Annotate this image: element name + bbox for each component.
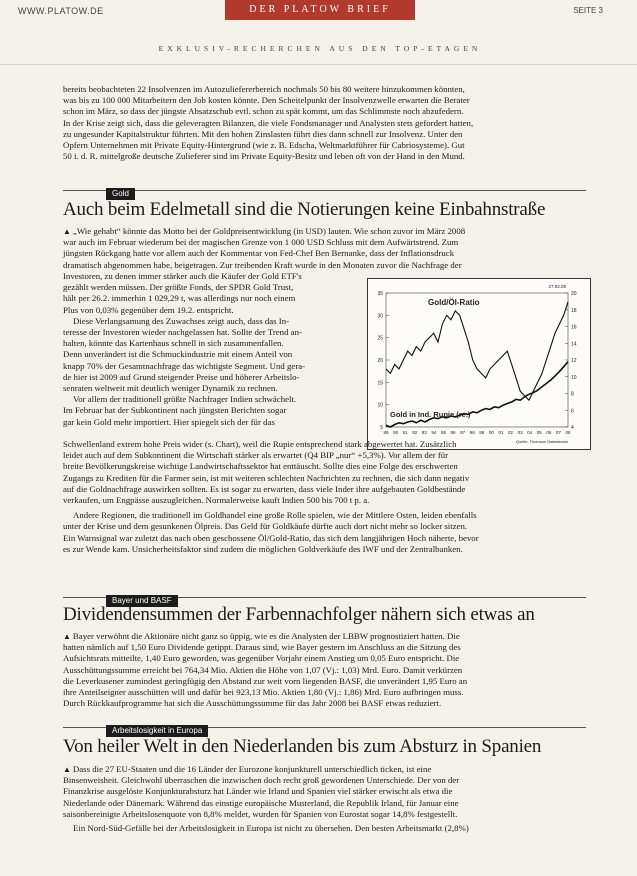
text-line: senraten weltweit mit deutlich weniger Dynamik zu rechnen. bbox=[63, 383, 278, 394]
chart-date-label: 27.02.09 bbox=[548, 284, 566, 289]
text-line: gar kein Gold mehr importiert. Hier spiegelt sich der für das bbox=[63, 416, 275, 427]
text-line: de hier ist 2009 auf Grund steigender Preise und höherer Arbeitslo- bbox=[63, 371, 300, 382]
text-line: zu ungesunder Kapitalstruktur führten. Mit den hohen Zinslasten führt dies dann schnell zur Insolvenz. Unter den bbox=[63, 128, 463, 139]
y-left-tick-label: 25 bbox=[377, 335, 383, 342]
x-tick-label: 89 bbox=[383, 430, 389, 435]
x-tick-label: 97 bbox=[460, 430, 466, 435]
x-tick-label: 05 bbox=[536, 430, 542, 435]
y-right-tick-label: 16 bbox=[571, 324, 577, 331]
text-line: saisonbereinigte Arbeitslosenquote von 8,8% meldet, wurden für Spanien von Eurostat sogar 14,8% festgestellt. bbox=[63, 808, 458, 819]
site-url: WWW.PLATOW.DE bbox=[18, 6, 104, 16]
text-line: hatten nämlich auf 1,50 Euro Dividende getippt. Daraus sind, wie Bayer gestern im Anschluss an die Sitzung des bbox=[63, 642, 461, 653]
text-line: Aufsichtsrats mitteilte, 1,40 Euro geworden, was gegenüber Vorjahr einem Anstieg um 0,05 Euro entspricht. Die bbox=[63, 653, 460, 664]
text-line: ihre Anteilseigner ausschütten will und dafür bei 923,13 Mio. Aktien 1,80 (Vj.: 1,86) Mrd. Euro aufbringen muss. bbox=[63, 687, 464, 698]
text-line: Opfern Unternehmen mit Private Equity-Hintergrund (wie z. B. Edscha, Weltmarktführer für Cabriosysteme). Gut bbox=[63, 140, 465, 151]
text-line: was bis zu 100 000 Mitarbeitern den Job kosten könnte. Den Scheitelpunkt der Insolvenzwelle erwarten die Berater bbox=[63, 95, 470, 106]
text-line: ▲ Dass die 27 EU-Staaten und die 16 Länder der Eurozone konjunkturell unterschiedlich ticken, ist eine bbox=[63, 764, 432, 774]
text-line: hält per 26.2. immerhin 1 029,29 t, was allerdings nur noch einem bbox=[63, 293, 296, 304]
text-line: auf die Goldnachfrage auswirken sollten. Es ist sogar zu erwarten, dass viele Inder ihre aufgebauten Goldbestände bbox=[63, 483, 466, 494]
series-line-gold-oil-ratio bbox=[386, 302, 568, 400]
gold-paragraph-narrow bbox=[63, 271, 363, 428]
tag-label: Bayer und BASF bbox=[106, 595, 178, 607]
y-left-tick-label: 10 bbox=[377, 402, 383, 409]
y-right-tick-label: 14 bbox=[571, 341, 577, 348]
y-right-tick-label: 18 bbox=[571, 307, 577, 314]
text-line: jüngsten Rückgang hatte vor allem auch der Kommentar von Fed-Chef Ben Bernanke, dass der Inflationsdruck bbox=[63, 248, 455, 259]
chart-svg bbox=[368, 279, 590, 449]
x-tick-label: 04 bbox=[527, 430, 533, 435]
text-line: dramatisch abgenommen habe, beigetragen. Zur treibenden Kraft wurde in den Monaten zuvor die Nachfrage der bbox=[63, 259, 462, 270]
triangle-bullet-icon: ▲ bbox=[63, 765, 73, 774]
text-line: Investoren, zu denen immer stärker auch die Käufer der Gold ETF's bbox=[63, 271, 302, 281]
text-line: Ein Warnsignal war zuletzt das nach oben geschossene Öl/Gold-Ratio, das sich dem langjährigen Hoch näherte, bevor bbox=[63, 532, 479, 543]
gold-headline: Auch beim Edelmetall sind die Notierungen keine Einbahnstraße bbox=[63, 199, 546, 220]
intro-paragraph bbox=[63, 84, 586, 162]
text-line: ▲ „Wie gehabt“ könnte das Motto bei der Goldpreisentwicklung (in USD) lauten. Wie schon zuvor im März 2008 bbox=[63, 226, 466, 236]
triangle-bullet-icon: ▲ bbox=[63, 227, 73, 236]
x-tick-label: 90 bbox=[393, 430, 399, 435]
text-line: bereits beobachteten 22 Insolvenzen im Autozuliefererbereich nochmals 50 bis 80 weitere hinzukommen könnten, bbox=[63, 84, 465, 94]
text-line: unter der Krise und dem gesunkenen Ölpreis. Das Geld für Goldkäufe dürfte auch dort nicht mehr so locker sitzen. bbox=[63, 521, 468, 532]
y-right-tick-label: 4 bbox=[571, 425, 574, 431]
text-line: Ausschüttungssumme erreicht bei 764,34 Mio. Aktien die Höhe von 1,07 (Vj.: 1,03) Mrd. Euro. Damit verkürzen bbox=[63, 664, 463, 675]
text-line: war auch im Februar wiederum bei der magischen Grenze von 1 000 USD Schluss mit dem Aufwärtstrend. Zum bbox=[63, 237, 459, 248]
newsletter-banner: DER PLATOW BRIEF bbox=[225, 0, 415, 20]
text-line: Andere Regionen, die traditionell im Goldhandel eine große Rolle spielen, wie der Mittlere Osten, leiden ebenfalls bbox=[73, 510, 477, 521]
x-tick-label: 98 bbox=[469, 430, 475, 435]
text-line: Plus von 0,03% gegenüber dem 19.2. entspricht. bbox=[63, 304, 234, 315]
text-line: Diese Verlangsamung des Zuwachses zeigt auch, dass das In- bbox=[73, 315, 290, 326]
section-rule bbox=[63, 190, 586, 191]
text-line: 50 i. d. R. mittelgroße deutsche Zulieferer sind im Private Equity-Besitz und leben oft von der Hand in den Mund. bbox=[63, 151, 465, 162]
text-line: verkaufen, um Engpässe auszugleichen. Normalerweise kauft Indien 500 bis 700 t p. a. bbox=[63, 495, 370, 506]
x-tick-label: 99 bbox=[479, 430, 485, 435]
text-line: Ein Nord-Süd-Gefälle bei der Arbeitslosigkeit in Europa ist nicht zu übersehen. Den besten Arbeitsmarkt (2,8%) bbox=[73, 823, 469, 834]
x-tick-label: 92 bbox=[412, 430, 418, 435]
y-left-tick-label: 20 bbox=[377, 358, 383, 364]
text-line: es zur Wende kam. Unsicherheitsfaktor sind zudem die möglichen Goldverkäufe des IWF und der Zentralbanken. bbox=[63, 543, 463, 554]
gold-paragraph-full bbox=[63, 226, 586, 271]
text-line: Denn unverändert ist die Schmuckindustrie mit einem Anteil von bbox=[63, 349, 293, 360]
text-line: Zugangs zu Krediten für die Farmer sein, ist mit weiteren schlechten Nachrichten zu rechnen, die sich dann negativ bbox=[63, 472, 470, 483]
x-tick-label: 93 bbox=[421, 430, 427, 435]
text-line: In der Krise zeigt sich, dass die geleveragten Bilanzen, die viele Fondsmanager und Analysten stets gefordert hatten, bbox=[63, 117, 474, 128]
text-line: Niederlande oder Dänemark. Während das einstige europäische Musterland, die Republik Irland, für Januar eine bbox=[63, 797, 459, 808]
x-tick-label: 96 bbox=[450, 430, 456, 435]
y-left-tick-label: 35 bbox=[377, 291, 383, 297]
text-line: halten, könnte das Kartenhaus schnell in sich zusammenfallen. bbox=[63, 338, 284, 349]
y-right-tick-label: 12 bbox=[571, 358, 577, 364]
x-tick-label: 08 bbox=[565, 430, 571, 435]
x-tick-label: 94 bbox=[431, 430, 437, 435]
text-line: Finanzkrise ausgelöste Konjunkturabsturz hat Länder wie Irland und Spanien viel stärker erwischt als etwa die bbox=[63, 786, 453, 797]
bayer-paragraph bbox=[63, 631, 586, 709]
text-line: gezählt werden müssen. Der größte Fonds, der SPDR Gold Trust, bbox=[63, 282, 294, 293]
gold-paragraph-after bbox=[63, 439, 586, 555]
text-line: Schwellenland extrem hohe Preis wider (s. Chart), weil die Rupie entsprechend stark abgewertet hat. Zusätzlich bbox=[63, 439, 457, 449]
text-line: ▲ Bayer verwöhnt die Aktionäre nicht ganz so üppig, wie es die Analysten der LBBW prognostiziert hatten. Die bbox=[63, 631, 460, 641]
y-right-tick-label: 8 bbox=[571, 391, 574, 398]
tag-label: Gold bbox=[106, 188, 135, 200]
text-line: Im Februar hat der Subkontinent nach jüngsten Berichten sogar bbox=[63, 405, 287, 416]
x-tick-label: 91 bbox=[402, 430, 408, 435]
x-tick-label: 06 bbox=[546, 430, 552, 435]
y-right-tick-label: 20 bbox=[571, 291, 577, 297]
x-tick-label: 07 bbox=[555, 430, 561, 435]
text-line: Durch Rückkaufprogramme hat sich die Ausschüttungssumme für das Jahr 2008 bei BASF etwas reduziert. bbox=[63, 698, 442, 709]
gold-oil-chart bbox=[367, 278, 591, 450]
series-label-gold-oil-ratio: Gold/Öl-Ratio bbox=[428, 298, 480, 307]
bayer-headline: Dividendensummen der Farbennachfolger nähern sich etwas an bbox=[63, 604, 535, 625]
x-tick-label: 95 bbox=[440, 430, 446, 435]
header-subline: EXKLUSIV-RECHERCHEN AUS DEN TOP-ETAGEN bbox=[158, 44, 482, 53]
page-number: SEITE 3 bbox=[573, 6, 603, 15]
y-left-tick-label: 30 bbox=[377, 313, 383, 320]
scan-line bbox=[0, 64, 637, 65]
text-line: schon im März, so dass der jüngste Absatzschub evtl. schon zu spät kommt, um das Schlimmste noch abzufedern. bbox=[63, 106, 464, 117]
triangle-bullet-icon: ▲ bbox=[63, 632, 73, 641]
x-tick-label: 00 bbox=[488, 430, 494, 435]
y-right-tick-label: 10 bbox=[571, 374, 577, 381]
text-line: Binsenweisheit. Gleichwohl überraschen die inzwischen doch recht groß gewordenen Unterschiede. Der von der bbox=[63, 775, 460, 786]
text-line: teresse der Investoren wieder nachgelassen hat. Sollte der Trend an- bbox=[63, 327, 302, 338]
tag-label: Arbeitslosigkeit in Europa bbox=[106, 725, 208, 737]
plot-frame bbox=[386, 293, 568, 427]
x-tick-label: 03 bbox=[517, 430, 523, 435]
text-line: knapp 70% der Gesamtnachfrage das wichtigste Segment. Und gera- bbox=[63, 360, 306, 371]
x-tick-label: 01 bbox=[498, 430, 504, 435]
x-tick-label: 02 bbox=[508, 430, 514, 435]
y-right-tick-label: 6 bbox=[571, 408, 574, 415]
series-label-gold-rupie: Gold in Ind. Rupie (re.) bbox=[390, 410, 471, 419]
text-line: breite Bevölkerungskreise wichtige Landwirtschaftssektor hat enttäuscht. Sollte dies eine Folge des erschwerten bbox=[63, 461, 458, 472]
europe-paragraph bbox=[63, 764, 586, 834]
text-line: Vor allem der traditionell größte Nachfrager Indien schwächelt. bbox=[73, 394, 297, 405]
y-left-tick-label: 15 bbox=[377, 380, 383, 387]
europe-headline: Von heiler Welt in den Niederlanden bis zum Absturz in Spanien bbox=[63, 736, 542, 757]
y-left-tick-label: 5 bbox=[380, 425, 383, 431]
text-line: leidet auch auf dem Subkontinent die Wirtschaft stärker als erwartet (Q4 BIP „nur“ +5,3%). Vor allem der für bbox=[63, 450, 449, 461]
text-line: die Leverkusener zumindest geringfügig den Abstand zur weit vorn liegenden BASF, die unverändert 1,95 Euro an bbox=[63, 675, 468, 686]
chart-source-label: Quelle: Thomson Datastream bbox=[515, 439, 568, 444]
